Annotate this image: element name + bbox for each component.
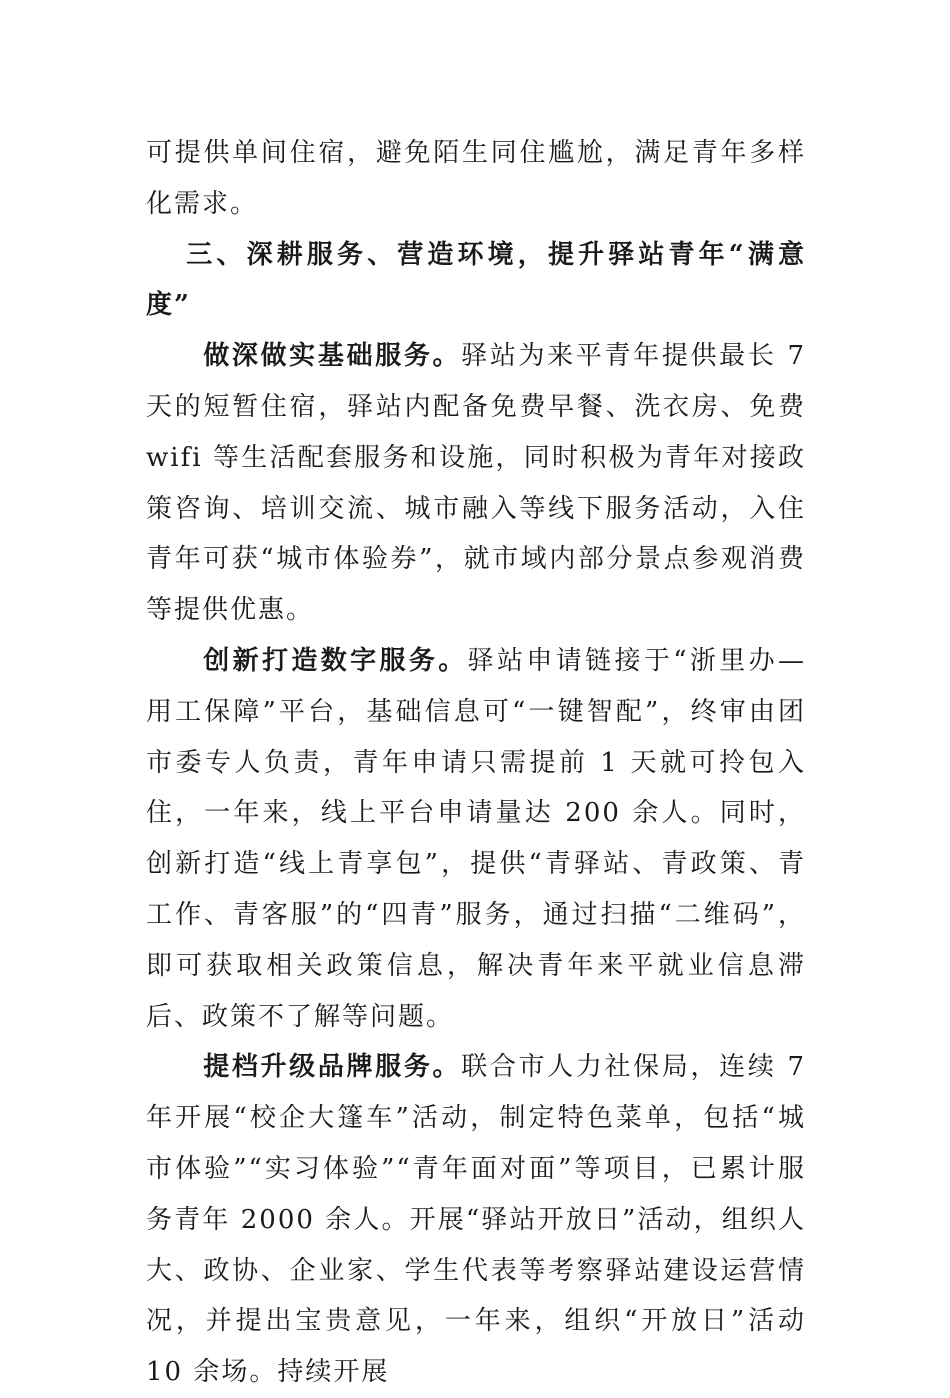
paragraph-body: 驿站为来平青年提供最长 7 天的短暂住宿，驿站内配备免费早餐、洗衣房、免费 wifi 等生活配套服务和设施，同时积极为青年对接政策咨询、培训交流、城市融入等线下服务活动，入住青年可获“城市体验券”，就市域内部分景点参观消费等提供优惠。: [146, 341, 806, 626]
paragraph-lead: 提档升级品牌服务。: [203, 1052, 462, 1083]
paragraph-body: 联合市人力社保局，连续 7 年开展“校企大篷车”活动，制定特色菜单，包括“城市体验”“实习体验”“青年面对面”等项目，已累计服务青年 2000 余人。开展“驿站开放日”活动，组织人大、政协、企业家、学生代表等考察驿站建设运营情况，并提出宝贵意见，一年来，组织“开放日”活动 10 余场。持续开展: [146, 1052, 806, 1388]
paragraph-lead: 创新打造数字服务。: [203, 645, 468, 676]
section-heading: 三、深耕服务、营造环境，提升驿站青年“满意度”: [146, 239, 806, 321]
paragraph-lead: 做深做实基础服务。: [203, 341, 462, 372]
continued-paragraph: 可提供单间住宿，避免陌生同住尴尬，满足青年多样化需求。: [146, 138, 806, 219]
paragraph-digital-services: [146, 636, 806, 1042]
paragraph-brand-services: [146, 1042, 806, 1398]
paragraph-basic-services: [146, 331, 806, 636]
paragraph-body: 驿站申请链接于“浙里办—用工保障”平台，基础信息可“一键智配”，终审由团市委专人负责，青年申请只需提前 1 天就可拎包入住，一年来，线上平台申请量达 200 余人。同时，创新打造“线上青享包”，提供“青驿站、青政策、青工作、青客服”的“四青”服务，通过扫描“二维码”，即可获取相关政策信息，解决青年来平就业信息滞后、政策不了解等问题。: [146, 645, 806, 1032]
document-page: [146, 128, 806, 1398]
